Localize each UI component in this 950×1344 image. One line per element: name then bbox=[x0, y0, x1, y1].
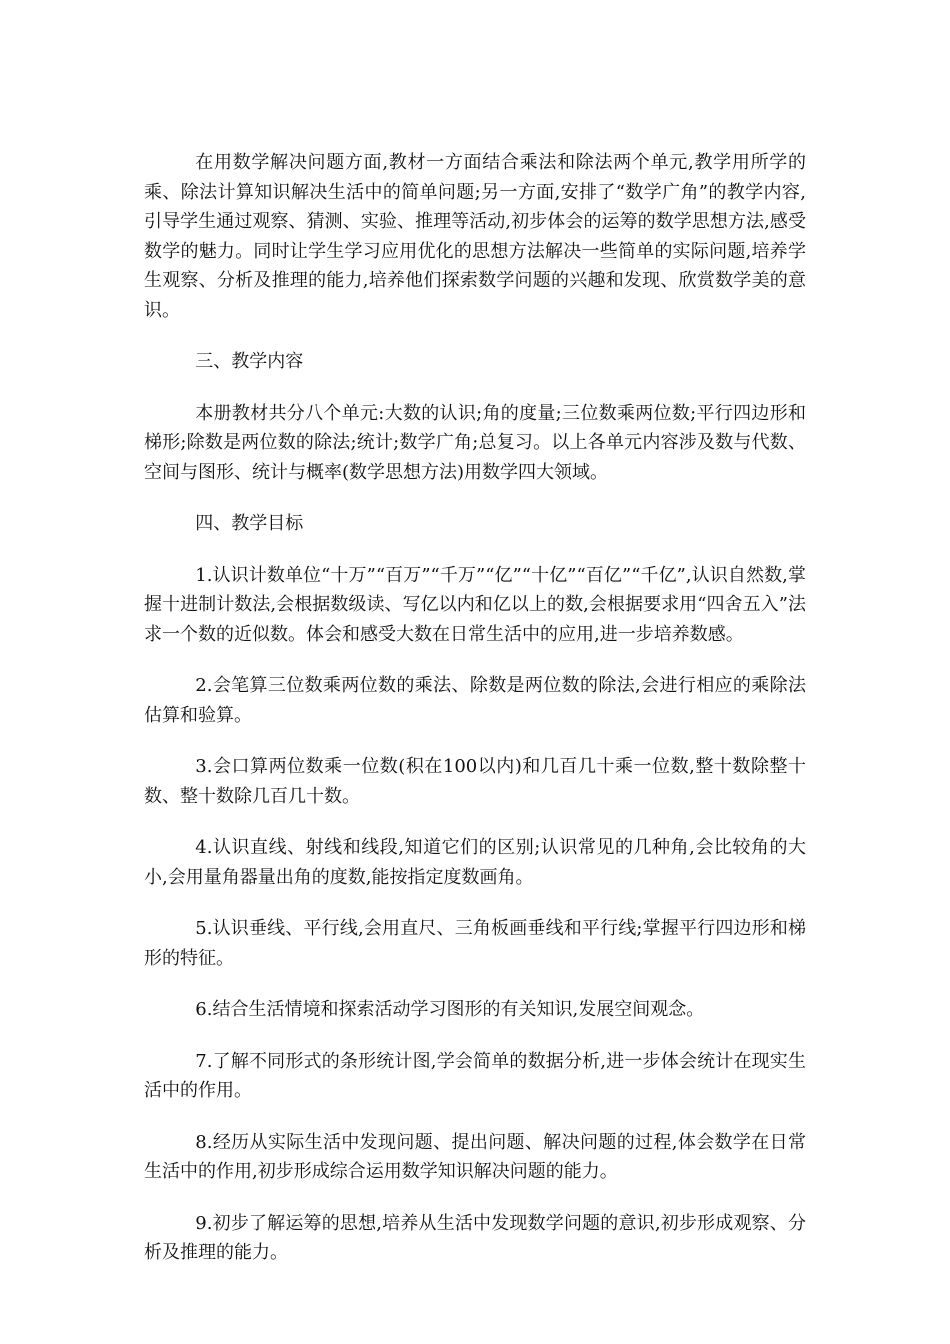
goal-item-8: 8.经历从实际生活中发现问题、提出问题、解决问题的过程,体会数学在日常生活中的作用,初步形成综合运用数学知识解决问题的能力。 bbox=[144, 1131, 806, 1182]
document-page bbox=[144, 148, 806, 1290]
paragraph-problem-solving: 在用数学解决问题方面,教材一方面结合乘法和除法两个单元,教学用所学的乘、除法计算知识解决生活中的简单问题;另一方面,安排了“数学广角”的教学内容,引导学生通过观察、猜测、实验、推理等活动,初步体会的运筹的数学思想方法,感受数学的魅力。同时让学生学习应用优化的思想方法解决一些简单的实际问题,培养学生观察、分析及推理的能力,培养他们探索数学问题的兴趣和发现、欣赏数学美的意识。 bbox=[144, 152, 806, 321]
section-heading-content: 三、教学内容 bbox=[195, 351, 304, 372]
goal-item-6: 6.结合生活情境和探索活动学习图形的有关知识,发展空间观念。 bbox=[195, 999, 705, 1020]
goal-item-9: 9.初步了解运筹的思想,培养从生活中发现数学问题的意识,初步形成观察、分析及推理的能力。 bbox=[144, 1212, 806, 1263]
goal-item-5: 5.认识垂线、平行线,会用直尺、三角板画垂线和平行线;掌握平行四边形和梯形的特征。 bbox=[144, 918, 806, 969]
goal-item-4: 4.认识直线、射线和线段,知道它们的区别;认识常见的几种角,会比较角的大小,会用量角器量出角的度数,能按指定度数画角。 bbox=[144, 837, 806, 888]
goal-item-3: 3.会口算两位数乘一位数(积在100以内)和几百几十乘一位数,整十数除整十数、整十数除几百几十数。 bbox=[144, 756, 806, 807]
goal-item-2: 2.会笔算三位数乘两位数的乘法、除数是两位数的除法,会进行相应的乘除法估算和验算。 bbox=[144, 675, 806, 726]
section-heading-goals: 四、教学目标 bbox=[195, 513, 304, 534]
goal-item-1: 1.认识计数单位“十万”“百万”“千万”“亿”“十亿”“百亿”“千亿”,认识自然数,掌握十进制计数法,会根据数级读、写亿以内和亿以上的数,会根据要求用“四舍五入”法求一个数的近似数。体会和感受大数在日常生活中的应用,进一步培养数感。 bbox=[144, 564, 806, 645]
paragraph-units: 本册教材共分八个单元:大数的认识;角的度量;三位数乘两位数;平行四边形和梯形;除数是两位数的除法;统计;数学广角;总复习。以上各单元内容涉及数与代数、空间与图形、统计与概率(数学思想方法)用数学四大领域。 bbox=[144, 402, 806, 483]
goal-item-7: 7.了解不同形式的条形统计图,学会简单的数据分析,进一步体会统计在现实生活中的作用。 bbox=[144, 1050, 806, 1101]
